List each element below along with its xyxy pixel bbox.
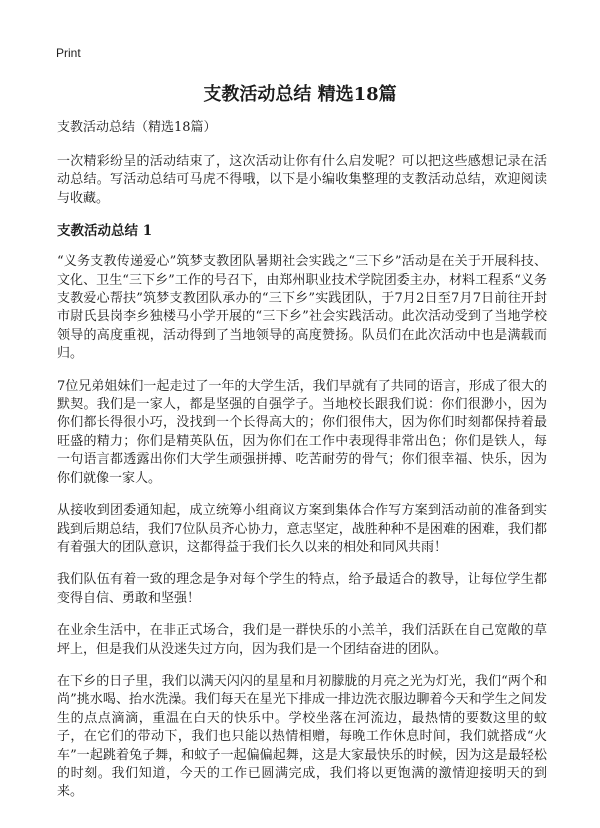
- body-paragraph: 在业余生活中，在非正式场合，我们是一群快乐的小羔羊，我们活跃在自己宽敞的草坪上，但是我们从没迷失过方向，因为我们是一个团结奋进的团队。: [57, 623, 547, 657]
- body-paragraph: “义务支教传递爱心”筑梦支教团队暑期社会实践之“三下乡”活动是在关于开展科技、文化、卫生“三下乡”工作的号召下，由郑州职业技术学院团委主办，材料工程系“义务支教爱心帮扶”筑梦支教团队承办的“三下乡”实践团队，于7月2日至7月7日前往开封市尉氏县岗李乡独楼马小学开展的“三下乡”社会实践活动。此次活动受到了当地学校领导的高度重视，活动得到了当地领导的高度赞扬。队员们在此次活动中也是满载而归。: [57, 254, 547, 362]
- section-heading: 支教活动总结 1: [57, 223, 153, 240]
- body-paragraph: 我们队伍有着一致的理念是争对每个学生的特点，给予最适合的教导，让每位学生都变得自信、勇敢和坚强！: [57, 572, 547, 606]
- document-body: [57, 119, 547, 816]
- document-subtitle: 支教活动总结（精选18篇）: [57, 120, 217, 135]
- intro-paragraph: 一次精彩纷呈的活动结束了，这次活动让你有什么启发呢？可以把这些感想记录在活动总结。写活动总结可马虎不得哦，以下是小编收集整理的支教活动总结，欢迎阅读与收藏。: [57, 154, 547, 206]
- page-title: 支教活动总结 精选18篇: [203, 84, 397, 105]
- body-paragraph: 从接收到团委通知起，成立统筹小组商议方案到集体合作写方案到活动前的准备到实践到后期总结，我们7位队员齐心协力，意志坚定，战胜种种不是困难的困难，我们都有着强大的团队意识，这都得益于我们长久以来的相处和同风共雨！: [57, 503, 547, 555]
- print-label: Print: [56, 46, 81, 60]
- body-paragraph: 7位兄弟姐妹们一起走过了一年的大学生活，我们早就有了共同的语言，形成了很大的默契。我们是一家人，都是坚强的自强学子。当地校长跟我们说：你们很渺小，因为你们都长得很小巧，没找到一个长得高大的；你们很伟大，因为你们时刻都保持着最旺盛的精力；你们是精英队伍，因为你们在工作中表现得非常出色；你们是铁人，每一句语言都透露出你们大学生顽强拼搏、吃苦耐劳的骨气；你们很幸福、快乐，因为你们就像一家人。: [57, 378, 547, 486]
- body-paragraph: 在下乡的日子里，我们以满天闪闪的星星和月初朦胧的月亮之光为灯光，我们“两个和尚”挑水喝、抬水洗澡。我们每天在星光下排成一排边洗衣服边聊着今天和学生之间发生的点点滴滴，重温在白天的快乐中。学校坐落在河流边，最热情的要数这里的蚊子，在它们的带动下，我们也只能以热情相赠，每晚工作休息时间，我们就搭成“火车”一起跳着兔子舞，和蚊子一起偏偏起舞，这是大家最快乐的时候，因为这是最轻松的时刻。我们知道，今天的工作已圆满完成，我们将以更饱满的激情迎接明天的到来。: [57, 673, 547, 800]
